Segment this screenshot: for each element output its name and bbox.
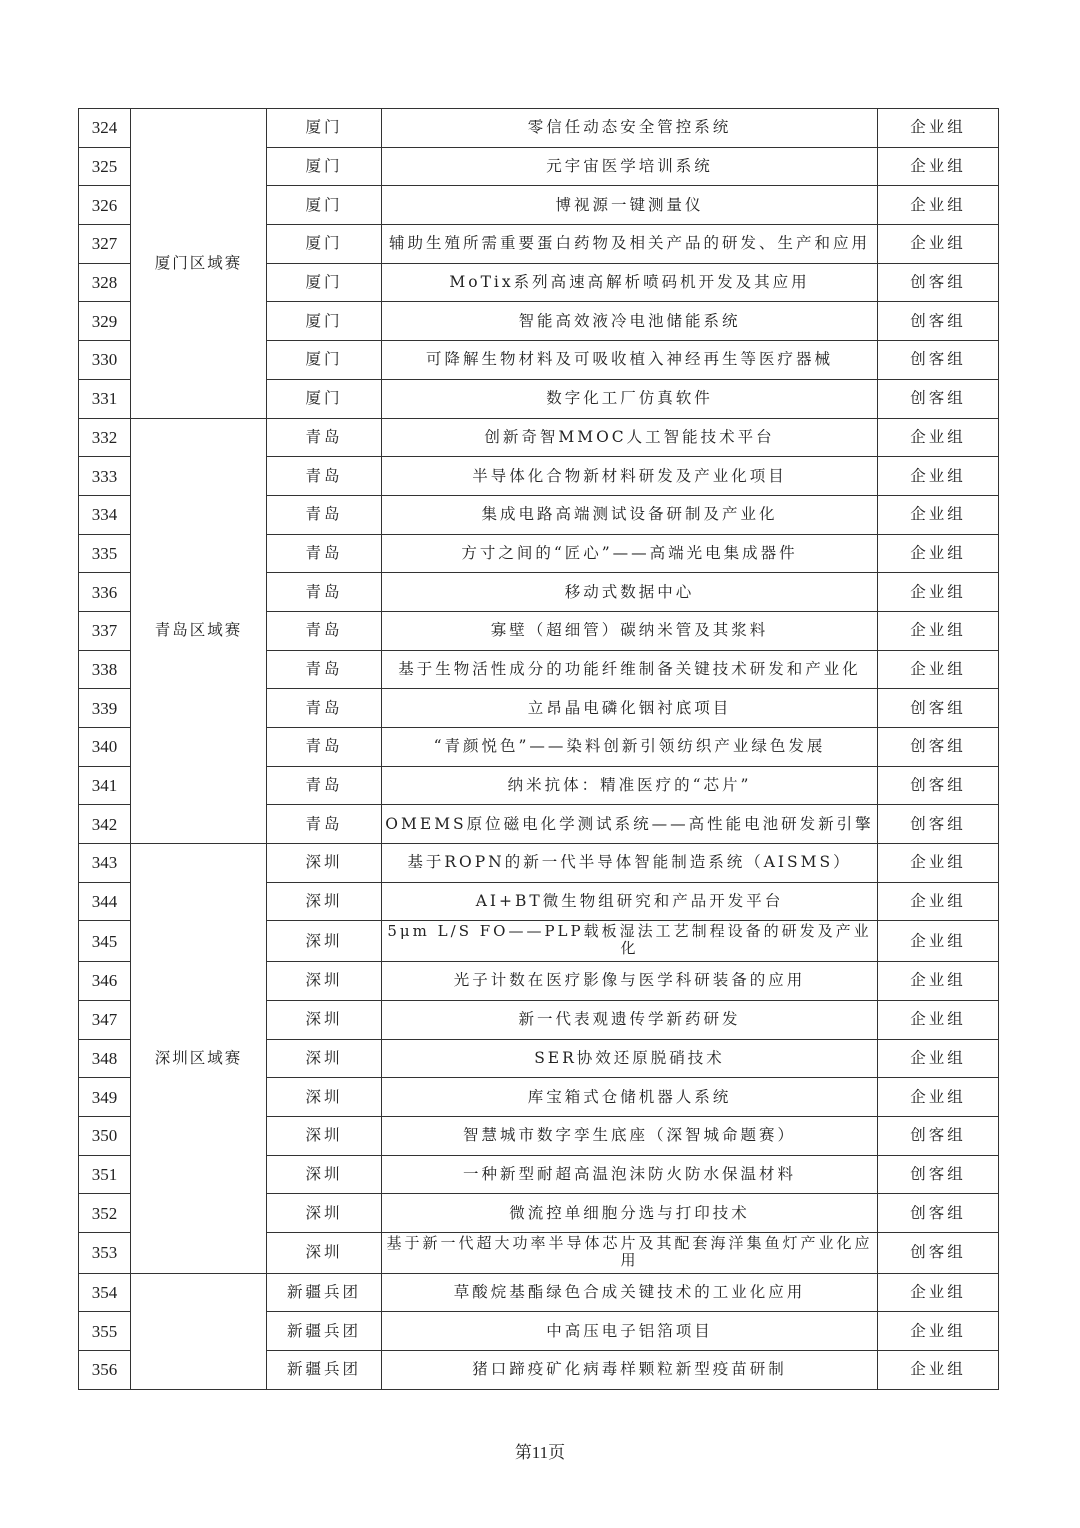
city-name: 厦门: [267, 263, 382, 302]
row-number: 332: [79, 418, 131, 457]
row-number: 337: [79, 611, 131, 650]
row-number: 331: [79, 379, 131, 418]
city-name: 深圳: [267, 962, 382, 1001]
row-number: 328: [79, 263, 131, 302]
city-name: 深圳: [267, 1155, 382, 1194]
project-name: 立昂晶电磷化铟衬底项目: [382, 689, 878, 728]
row-number: 354: [79, 1273, 131, 1312]
city-name: 新疆兵团: [267, 1273, 382, 1312]
project-name: 纳米抗体：精准医疗的“芯片”: [382, 766, 878, 805]
project-name: SER协效还原脱硝技术: [382, 1039, 878, 1078]
project-name: 基于ROPN的新一代半导体智能制造系统（AISMS）: [382, 844, 878, 883]
project-name: 光子计数在医疗影像与医学科研装备的应用: [382, 962, 878, 1001]
table-row: [79, 109, 999, 148]
project-name: MoTix系列高速高解析喷码机开发及其应用: [382, 263, 878, 302]
city-name: 深圳: [267, 1078, 382, 1117]
row-number: 338: [79, 650, 131, 689]
group-name: 企业组: [878, 1312, 999, 1351]
group-name: 企业组: [878, 1273, 999, 1312]
group-name: 创客组: [878, 728, 999, 767]
project-name: 集成电路高端测试设备研制及产业化: [382, 495, 878, 534]
group-name: 企业组: [878, 921, 999, 962]
project-name: AI+BT微生物组研究和产品开发平台: [382, 882, 878, 921]
group-name: 企业组: [878, 534, 999, 573]
group-name: 企业组: [878, 962, 999, 1001]
row-number: 347: [79, 1000, 131, 1039]
row-number: 348: [79, 1039, 131, 1078]
table-row: [79, 418, 999, 457]
project-name: 智能高效液冷电池储能系统: [382, 302, 878, 341]
group-name: 创客组: [878, 689, 999, 728]
city-name: 新疆兵团: [267, 1312, 382, 1351]
row-number: 325: [79, 147, 131, 186]
project-name: 方寸之间的“匠心”——高端光电集成器件: [382, 534, 878, 573]
group-name: 创客组: [878, 1116, 999, 1155]
project-name: “青颜悦色”——染料创新引领纺织产业绿色发展: [382, 728, 878, 767]
project-name: 可降解生物材料及可吸收植入神经再生等医疗器械: [382, 341, 878, 380]
group-name: 企业组: [878, 186, 999, 225]
city-name: 深圳: [267, 1039, 382, 1078]
city-name: 厦门: [267, 109, 382, 148]
group-name: 企业组: [878, 457, 999, 496]
project-name: 基于生物活性成分的功能纤维制备关键技术研发和产业化: [382, 650, 878, 689]
project-name: 数字化工厂仿真软件: [382, 379, 878, 418]
city-name: 青岛: [267, 766, 382, 805]
group-name: 企业组: [878, 611, 999, 650]
row-number: 341: [79, 766, 131, 805]
city-name: 青岛: [267, 728, 382, 767]
group-name: 企业组: [878, 1351, 999, 1390]
row-number: 350: [79, 1116, 131, 1155]
city-name: 深圳: [267, 1000, 382, 1039]
group-name: 创客组: [878, 1232, 999, 1273]
group-name: 企业组: [878, 147, 999, 186]
group-name: 企业组: [878, 225, 999, 264]
project-name: 智慧城市数字孪生底座（深智城命题赛）: [382, 1116, 878, 1155]
city-name: 厦门: [267, 379, 382, 418]
row-number: 342: [79, 805, 131, 844]
group-name: 创客组: [878, 1194, 999, 1233]
row-number: 326: [79, 186, 131, 225]
row-number: 344: [79, 882, 131, 921]
project-name: 寡壁（超细管）碳纳米管及其浆料: [382, 611, 878, 650]
city-name: 青岛: [267, 611, 382, 650]
project-name: 库宝箱式仓储机器人系统: [382, 1078, 878, 1117]
row-number: 343: [79, 844, 131, 883]
city-name: 青岛: [267, 418, 382, 457]
project-name: OMEMS原位磁电化学测试系统——高性能电池研发新引擎: [382, 805, 878, 844]
region-name: 厦门区域赛: [131, 109, 267, 419]
row-number: 339: [79, 689, 131, 728]
project-name: 辅助生殖所需重要蛋白药物及相关产品的研发、生产和应用: [382, 225, 878, 264]
group-name: 企业组: [878, 844, 999, 883]
city-name: 深圳: [267, 844, 382, 883]
project-name: 元宇宙医学培训系统: [382, 147, 878, 186]
row-number: 334: [79, 495, 131, 534]
row-number: 340: [79, 728, 131, 767]
city-name: 深圳: [267, 1232, 382, 1273]
city-name: 青岛: [267, 573, 382, 612]
city-name: 厦门: [267, 147, 382, 186]
row-number: 353: [79, 1232, 131, 1273]
row-number: 349: [79, 1078, 131, 1117]
row-number: 346: [79, 962, 131, 1001]
row-number: 345: [79, 921, 131, 962]
city-name: 深圳: [267, 1194, 382, 1233]
group-name: 企业组: [878, 1039, 999, 1078]
row-number: 330: [79, 341, 131, 380]
city-name: 青岛: [267, 805, 382, 844]
page-number: 第11页: [514, 1443, 566, 1462]
project-table-body: [79, 109, 999, 1390]
city-name: 深圳: [267, 1116, 382, 1155]
region-name: [131, 1273, 267, 1389]
group-name: 企业组: [878, 418, 999, 457]
row-number: 333: [79, 457, 131, 496]
row-number: 335: [79, 534, 131, 573]
city-name: 青岛: [267, 495, 382, 534]
group-name: 创客组: [878, 805, 999, 844]
group-name: 创客组: [878, 302, 999, 341]
project-name: 草酸烷基酯绿色合成关键技术的工业化应用: [382, 1273, 878, 1312]
city-name: 深圳: [267, 882, 382, 921]
project-name: 博视源一键测量仪: [382, 186, 878, 225]
city-name: 青岛: [267, 534, 382, 573]
city-name: 厦门: [267, 225, 382, 264]
project-name: 零信任动态安全管控系统: [382, 109, 878, 148]
table-row: [79, 1273, 999, 1312]
row-number: 352: [79, 1194, 131, 1233]
group-name: 创客组: [878, 766, 999, 805]
project-name: 新一代表观遗传学新药研发: [382, 1000, 878, 1039]
row-number: 355: [79, 1312, 131, 1351]
row-number: 329: [79, 302, 131, 341]
project-name: 微流控单细胞分选与打印技术: [382, 1194, 878, 1233]
city-name: 厦门: [267, 302, 382, 341]
row-number: 327: [79, 225, 131, 264]
city-name: 青岛: [267, 457, 382, 496]
project-name: 5μm L/S FO——PLP载板湿法工艺制程设备的研发及产业化: [382, 921, 878, 962]
row-number: 356: [79, 1351, 131, 1390]
row-number: 351: [79, 1155, 131, 1194]
group-name: 创客组: [878, 1155, 999, 1194]
project-table: [78, 108, 999, 1390]
city-name: 新疆兵团: [267, 1351, 382, 1390]
city-name: 厦门: [267, 341, 382, 380]
city-name: 青岛: [267, 689, 382, 728]
table-row: [79, 844, 999, 883]
group-name: 企业组: [878, 882, 999, 921]
project-name: 中高压电子铝箔项目: [382, 1312, 878, 1351]
group-name: 创客组: [878, 379, 999, 418]
project-name: 移动式数据中心: [382, 573, 878, 612]
row-number: 336: [79, 573, 131, 612]
city-name: 深圳: [267, 921, 382, 962]
region-name: 深圳区域赛: [131, 844, 267, 1274]
group-name: 企业组: [878, 1078, 999, 1117]
project-name: 基于新一代超大功率半导体芯片及其配套海洋集鱼灯产业化应用: [382, 1232, 878, 1273]
group-name: 创客组: [878, 341, 999, 380]
city-name: 厦门: [267, 186, 382, 225]
city-name: 青岛: [267, 650, 382, 689]
project-name: 一种新型耐超高温泡沫防火防水保温材料: [382, 1155, 878, 1194]
project-name: 猪口蹄疫矿化病毒样颗粒新型疫苗研制: [382, 1351, 878, 1390]
group-name: 企业组: [878, 109, 999, 148]
region-name: 青岛区域赛: [131, 418, 267, 844]
group-name: 企业组: [878, 1000, 999, 1039]
group-name: 创客组: [878, 263, 999, 302]
group-name: 企业组: [878, 495, 999, 534]
row-number: 324: [79, 109, 131, 148]
project-name: 创新奇智MMOC人工智能技术平台: [382, 418, 878, 457]
group-name: 企业组: [878, 650, 999, 689]
group-name: 企业组: [878, 573, 999, 612]
project-name: 半导体化合物新材料研发及产业化项目: [382, 457, 878, 496]
